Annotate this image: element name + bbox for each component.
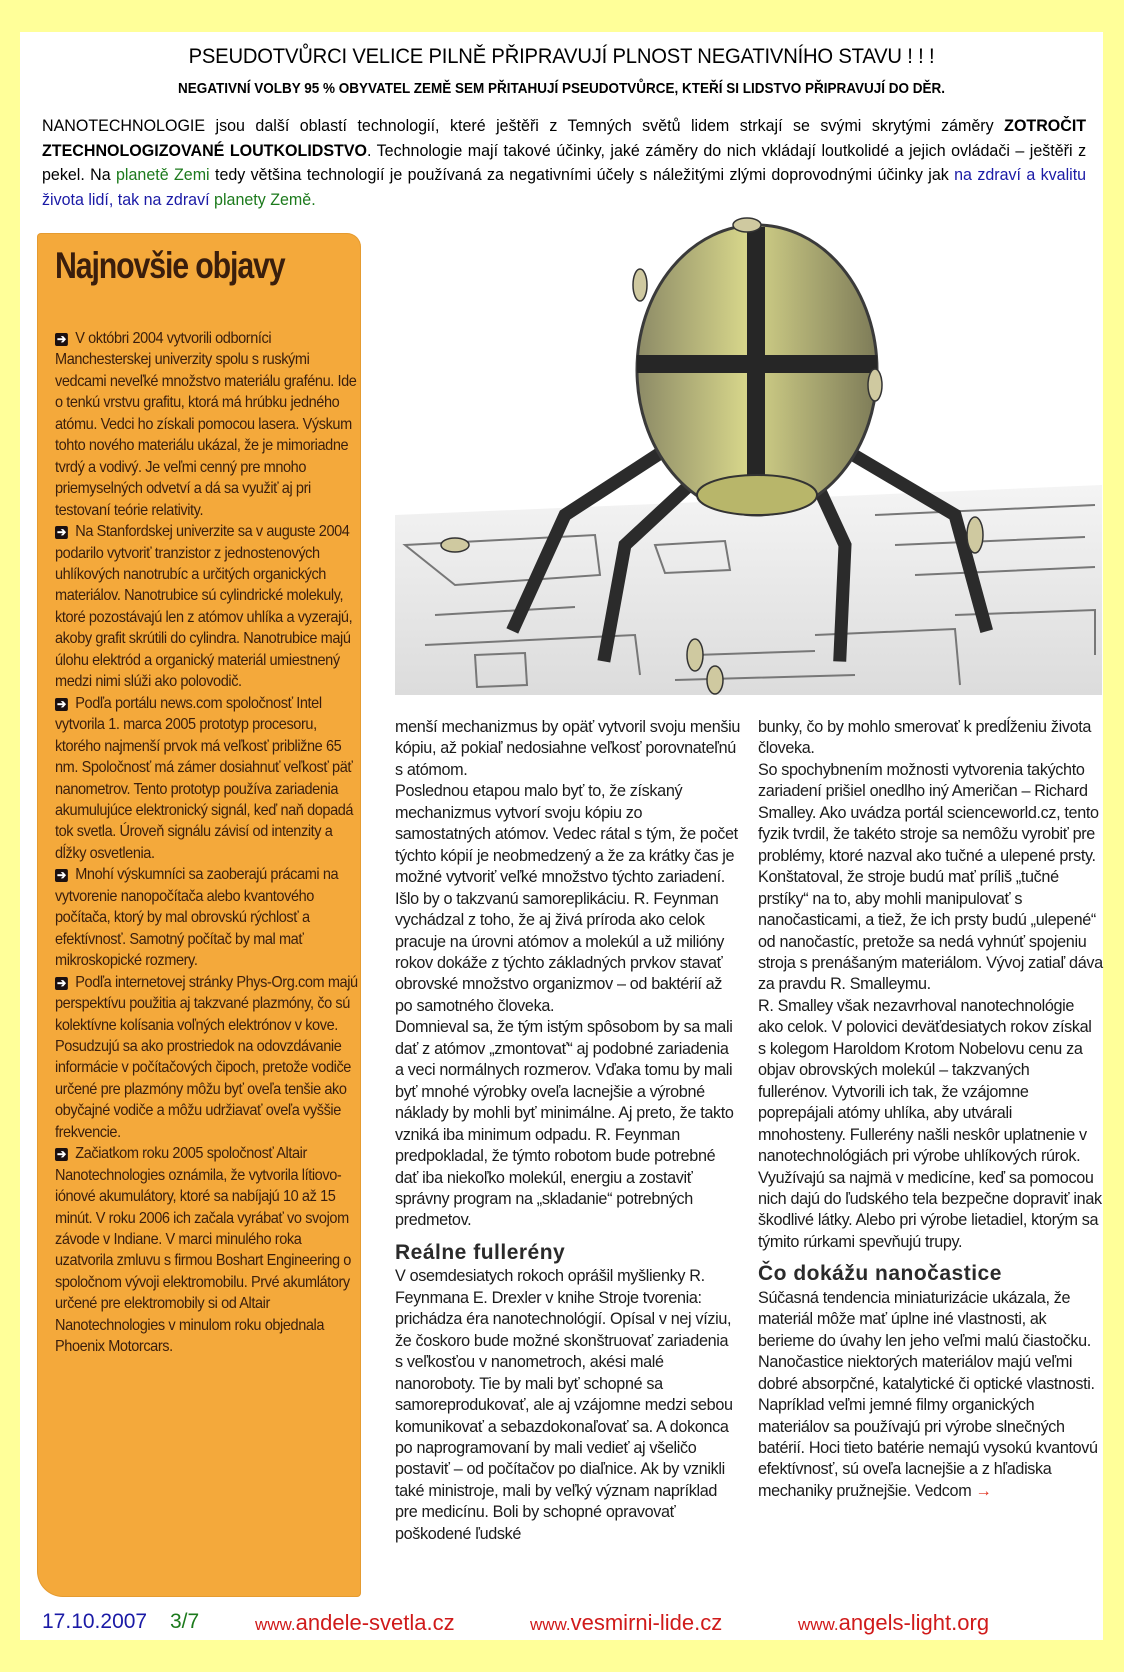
sidebar-item — [55, 1143, 359, 1358]
sidebar-title: Najnovšie objavy — [55, 245, 285, 286]
robot-spine — [747, 227, 765, 512]
link-prefix: www. — [255, 1615, 296, 1634]
footer — [20, 1610, 1103, 1638]
footer-link-andele-svetla[interactable] — [255, 1610, 455, 1636]
nanorobot-illustration — [395, 215, 1102, 695]
footer-link-angels-light[interactable] — [798, 1610, 989, 1636]
sidebar-item-text: Podľa internetovej stránky Phys-Org.com majú perspektívu použitia aj takzvané plazmóny, čo sú kolektívne kolísania voľných elektrónov v kove. Posudzujú sa ako prostriedok na odovzdávanie informácie v počítačových čipoch, pretože vodiče určené pre plazmóny môžu byť oveľa tenšie ako obyčajné vodiče a môžu udržiavať oveľa vyššie frekvencie. — [55, 973, 358, 1141]
paragraph-text: Súčasná tendencia miniaturizácie ukázala, že materiál môže mať úplne iné vlastnosti, ak berieme do úvahy len jeho veľmi malú čiastočku. Nanočastice niektorých materiálov majú veľmi dobré absorpčné, katalytické či optické vlastnosti. Napríklad veľmi jemné filmy organických materiálov sa používajú pri výrobe slnečných batérií. Hoci tieto batérie nemajú vysokú kvantovú efektívnosť, sú oveľa lacnejšie a z hľadiska mechaniky pružnejšie. Vedcom — [758, 1288, 1098, 1500]
content-panel — [20, 32, 1103, 1640]
paragraph: V osemdesiatych rokoch oprášil myšlienky R. Feynmana E. Drexler v knihe Stroje tvorenia: prichádza éra nanotechnológií. Opísal v nej víziu, že čoskoro bude možné skonštruovať zariadenia s veľkosťou v nanometroch, akési malé nanoroboty. Tie by mali byť schopné sa samoreprodukovať, ale aj vzájomne medzi sebou komunikovať a sebazdokonaľovať sa. A dokonca po naprogramovaní by mali vedieť aj všeličo postaviť – od počítačov po diaľnice. Ak by vznikli také ministroje, mali by veľký význam napríklad pre medicínu. Boli by schopné opravovať poškodené ľudské — [395, 1267, 733, 1543]
intro-green-text-1: planetě Zemi — [116, 166, 210, 184]
subheadline: NEGATIVNÍ VOLBY 95 % OBYVATEL ZEMĚ SEM PŘITAHUJÍ PSEUDOTVŮRCE, KTEŘÍ SI LIDSTVO PŘIPRAVUJÍ DO DĚR. — [177, 80, 946, 97]
sidebar-item-text: Začiatkom roku 2005 spoločnosť Altair Nanotechnologies oznámila, že vytvorila lítiovo-iónové akumulátory, ktoré sa nabíjajú 10 až 15 minút. V roku 2006 ich začala vyrábať vo svojom závode v Indiane. V marci minulého roka uzatvorila zmluvu s firmou Boshart Engineering o spoločnom vývoji elektromobilu. Prvé akumlátory určené pre elektromobily si od Altair Nanotechnologies v minulom roku objednala Phoenix Motorcars. — [55, 1145, 351, 1356]
paragraph: R. Smalley však nezavrhoval nanotechnológie ako celok. V polovici deväťdesiatych rokov získal s kolegom Haroldom Krotom Nobelovu cenu za objav obrovských molekúl – takzvaných fullerénov. Vytvorili ich tak, že vzájomne poprepájali atómy uhlíka, aby utvárali mnohosteny. Fullerény našli neskôr uplatnenie v nanotechnológiách pri výrobe uhlíkových rúrok. Využívajú sa najmä v medicíne, keď sa pomocou nich dajú do ľudského tela bezpečne dopraviť inak škodlivé látky. Alebo pri výrobe lietadiel, ktorým sa týmito rúrkami spevňujú trupy. — [758, 996, 1102, 1251]
paragraph: menší mechanizmus by opäť vytvoril svoju menšiu kópiu, až pokiaľ nedosiahne veľkosť porovnateľnú s atómom. — [395, 718, 740, 779]
intro-text-2: . Technologie mají takové účinky, jaké záměry do nich vkládají loutkolidé a jejich ovládači – ještěři z pekel. Na — [42, 141, 1087, 184]
link-prefix: www. — [530, 1615, 571, 1634]
arrow-right-icon: ➔ — [55, 526, 68, 539]
sidebar-item — [55, 521, 359, 693]
sidebar-item-text: Na Stanfordskej univerzite sa v auguste 2004 podarilo vytvoriť tranzistor z jednostenových uhlíkových nanotrubíc a určitých organických materiálov. Nanotrubice sú cylindrické molekuly, ktoré pozostávajú len z atómov uhlíka a vyzerajú, akoby grafit skrútili do cylindra. Nanotrubice majú úlohu elektród a organický materiál umiestnený medzi nimi slúži ako polovodič. — [55, 523, 353, 691]
sidebar-item — [55, 693, 359, 865]
circuit-floor — [395, 485, 1102, 695]
sidebar-item-text: V októbri 2004 vytvorili odborníci Manchesterskej univerzity spolu s ruskými vedcami neveľké množstvo materiálu grafénu. Ide o tenkú vrstvu grafitu, ktorá má hrúbku jedného atómu. Vedci ho získali pomocou lasera. Výskum tohto nového materiálu ukázal, že je mimoriadne tvrdý a vodivý. Je veľmi cenný pre mnoho priemyselných odvetví a dá sa využiť aj pri testovaní teórie relativity. — [55, 330, 357, 519]
sidebar-item-text: Podľa portálu news.com spoločnosť Intel vytvorila 1. marca 2005 prototyp procesoru, ktorého najmenší prvok má veľkosť približne 65 nm. Spoločnosť má zámer dosiahnuť veľkosť päť nanometrov. Tento prototyp používa zariadenia akumulujúce elektronický signál, keď naň dopadá tok svetla. Úroveň signálu závisí od intenzity a dĺžky osvetlenia. — [55, 694, 354, 862]
section-heading: Reálne fullerény — [395, 1240, 566, 1264]
continue-arrow-icon: → — [975, 1481, 992, 1500]
intro-bold-text: ZOTROČIT ZTECHNOLOGIZOVANÉ LOUTKOLIDSTVO — [42, 117, 1087, 160]
sidebar-body — [55, 328, 359, 1358]
arrow-right-icon: ➔ — [55, 977, 68, 990]
link-domain: andele-svetla.cz — [295, 1610, 455, 1635]
paragraph: So spochybnením možnosti vytvorenia takýchto zariadení prišiel onedlho iný Američan – Richard Smalley. Ako uvádza portál scienceworld.cz, tento fyzik tvrdil, že takéto stroje sa nemôžu vyrobiť pre problémy, ktoré nazval ako tučné a ulepené prsty. Konštatoval, že stroje budú mať príliš „tučné prstíky“ na to, aby mohli manipulovať s nanočasticami, a tiež, že ich prsty budú „ulepené“ od nanočastíc, pretože sa nedá vyhnúť spojeniu stroja s prenášaným materiálom. Vývoj zatiaľ dáva za pravdu R. Smalleymu. — [758, 760, 1103, 994]
article-column-middle — [395, 717, 740, 1545]
sidebar-box — [37, 233, 361, 1597]
arrow-right-icon: ➔ — [55, 1148, 68, 1161]
headline: PSEUDOTVŮRCI VELICE PILNĚ PŘIPRAVUJÍ PLNOST NEGATIVNÍHO STAVU ! ! ! — [188, 44, 935, 68]
paragraph: Poslednou etapou malo byť to, že získaný mechanizmus vytvorí svoju kópiu zo samostatných atómov. Vedec rátal s tým, že počet týchto kópií je neobmedzený a že za krátky čas je možné vytvoriť veľké množstvo týchto zariadení. Išlo by o takzvanú samoreplikáciu. R. Feynman vychádzal z toho, že aj živá príroda ako celok pracuje na úrovni atómov a molekúl a už milióny rokov dokáže z týchto základných prvkov stavať obrovské množstvo organizmov – od baktérií až po samotného človeka. — [395, 782, 738, 1015]
paragraph: bunky, čo by mohlo smerovať k predĺženiu života človeka. — [758, 718, 1092, 758]
arrow-right-icon: ➔ — [55, 333, 68, 346]
sidebar-item — [55, 972, 359, 1144]
paragraph — [758, 1288, 1103, 1503]
arrow-right-icon: ➔ — [55, 869, 68, 882]
sidebar-item-text: Mnohí výskumníci sa zaoberajú prácami na vytvorenie nanopočítača alebo kvantového počítača, ktorý by mal obrovskú rýchlosť a efektívnosť. Samotný počítač by mal mať mikroskopické rozmery. — [55, 866, 339, 970]
footer-page-number: 3/7 — [170, 1610, 200, 1633]
arrow-right-icon: ➔ — [55, 698, 68, 711]
sidebar-item — [55, 864, 359, 971]
link-prefix: www. — [798, 1615, 839, 1634]
intro-text-1: NANOTECHNOLOGIE jsou další oblastí technologií, které ještěři z Temných světů lidem strkají se svými skrytými záměry — [42, 117, 1005, 135]
link-domain: vesmirni-lide.cz — [570, 1610, 723, 1635]
footer-link-vesmirni-lide[interactable] — [530, 1610, 722, 1636]
article-column-right — [758, 717, 1103, 1502]
link-domain: angels-light.org — [838, 1610, 990, 1635]
intro-paragraph — [42, 114, 1086, 212]
intro-text-3: tedy většina technologií je používaná za negativními účely s náležitými zlými doprovodnými účinky jak — [209, 166, 955, 184]
intro-blue-text: na zdraví a kvalitu života lidí, tak na zdraví — [42, 166, 1087, 209]
nanorobot-image — [395, 215, 1102, 695]
sidebar-item — [55, 328, 359, 521]
intro-green-text-2: planety Země. — [214, 190, 316, 209]
paragraph: Domnieval sa, že tým istým spôsobom by sa mali dať z atómov „zmontovať“ aj podobné zariadenia a veci normálnych rozmerov. Vďaka tomu by mali byť mnohé výrobky oveľa lacnejšie a výrobné náklady by mohli byť minimálne. Aj preto, že takto vzniká iba minimum odpadu. R. Feynman predpokladal, že týmto robotom bude potrebné dať iba niekoľko molekúl, energiu a zostaviť správny program na „skladanie“ potrebných predmetov. — [395, 1018, 734, 1230]
section-heading: Čo dokážu nanočastice — [758, 1262, 1002, 1286]
footer-date: 17.10.2007 — [42, 1610, 148, 1633]
